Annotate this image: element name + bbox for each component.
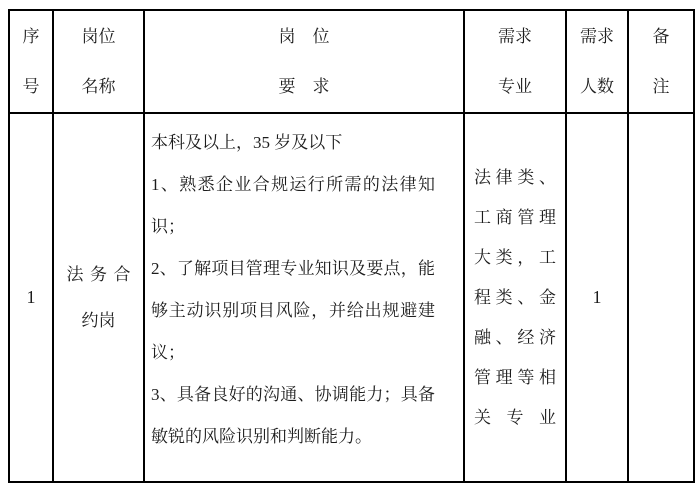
header-remarks-line2: 注 (652, 76, 670, 96)
header-position-name (53, 10, 144, 113)
requirement-paragraph: 本科及以上，35 岁及以下 (151, 133, 343, 152)
cell-headcount: 1 (566, 113, 628, 482)
table-header-row (9, 10, 694, 113)
header-seq-line1: 序 (22, 26, 40, 46)
requirement-paragraph: 3、具备良好的沟通、协调能力；具备敏锐的风险识别和判断能力。 (151, 385, 435, 446)
requirement-paragraph: 1、熟悉企业合规运行所需的法律知识； (151, 175, 435, 236)
header-requirements (144, 10, 464, 113)
requirement-paragraph: 2、了解项目管理专业知识及要点，能够主动识别项目风险，并给出规避建议； (151, 259, 435, 362)
header-requirements-line1: 岗 位 (278, 26, 330, 46)
header-required-major (464, 10, 566, 113)
table-row (9, 113, 694, 482)
header-headcount-line2: 人数 (580, 76, 614, 96)
header-seq (9, 10, 53, 113)
cell-required-major (464, 113, 566, 482)
header-required-major-line1: 需求 (498, 26, 532, 46)
cell-position-name (53, 113, 144, 482)
header-seq-line2: 号 (22, 76, 40, 96)
requirements-text (151, 122, 435, 458)
recruitment-table (8, 9, 695, 483)
header-requirements-line2: 要 求 (278, 76, 330, 96)
required-major-text: 法律类、工商管理大类，工程类、金融、经济管理等相关专业 (474, 167, 556, 427)
header-position-name-line2: 名称 (81, 76, 116, 96)
header-headcount (566, 10, 628, 113)
header-remarks-line1: 备 (652, 26, 670, 46)
header-remarks (628, 10, 694, 113)
cell-remarks (628, 113, 694, 482)
cell-seq: 1 (9, 113, 53, 482)
header-required-major-line2: 专业 (498, 76, 532, 96)
header-headcount-line1: 需求 (580, 26, 614, 46)
position-name-text: 法务合约岗 (66, 264, 131, 330)
cell-requirements (144, 113, 464, 482)
header-position-name-line1: 岗位 (81, 26, 116, 46)
